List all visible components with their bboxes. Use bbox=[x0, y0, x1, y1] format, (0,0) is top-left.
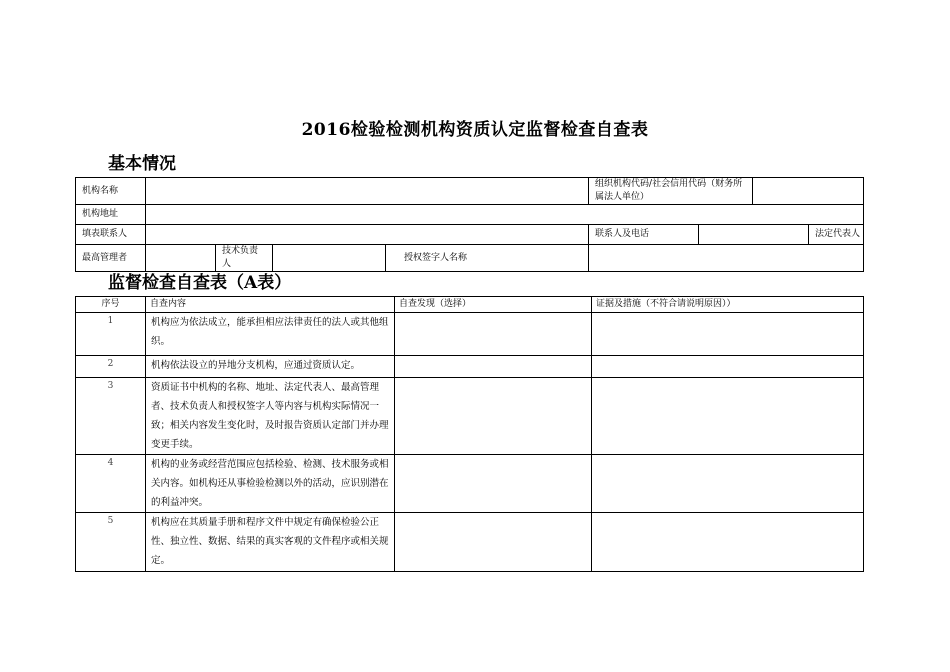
row-number: 5 bbox=[76, 513, 146, 572]
label-contact-phone: 联系人及电话 bbox=[589, 225, 699, 245]
col-header-findings: 自查发现（选择） bbox=[395, 297, 592, 313]
col-header-no: 序号 bbox=[76, 297, 146, 313]
label-legal-rep: 法定代表人 bbox=[809, 225, 864, 244]
row-number: 4 bbox=[76, 455, 146, 513]
org-code-value[interactable] bbox=[753, 178, 864, 205]
self-check-table-a bbox=[75, 296, 864, 572]
label-signatory: 授权签字人名称 bbox=[386, 245, 589, 272]
label-org-address: 机构地址 bbox=[76, 205, 146, 225]
section-heading-a-table: 监督检查自查表（A表） bbox=[108, 273, 292, 293]
row-evidence-cell[interactable] bbox=[592, 455, 864, 513]
row-content: 机构的业务或经营范围应包括检验、检测、技术服务或相关内容。如机构还从事检验检测以外的活动，应识别潜在的利益冲突。 bbox=[146, 455, 395, 513]
filler-value[interactable] bbox=[146, 225, 589, 245]
row-evidence-cell[interactable] bbox=[592, 378, 864, 455]
row-number: 2 bbox=[76, 356, 146, 378]
row-findings-cell[interactable] bbox=[395, 513, 592, 572]
table-row bbox=[76, 513, 864, 572]
row-number: 3 bbox=[76, 378, 146, 455]
table-header-row bbox=[76, 297, 864, 313]
row-content: 资质证书中机构的名称、地址、法定代表人、最高管理者、技术负责人和授权签字人等内容与机构实际情况一致；相关内容发生变化时，及时报告资质认定部门并办理变更手续。 bbox=[146, 378, 395, 455]
table-row bbox=[76, 455, 864, 513]
row-evidence-cell[interactable] bbox=[592, 313, 864, 356]
row-findings-cell[interactable] bbox=[395, 455, 592, 513]
signatory-value[interactable] bbox=[589, 245, 864, 272]
row-findings-cell[interactable] bbox=[395, 313, 592, 356]
row-number: 1 bbox=[76, 313, 146, 356]
label-org-code: 组织机构代码/社会信用代码（财务所属法人单位） bbox=[589, 178, 753, 205]
label-tech-lead: 技术负责人 bbox=[216, 245, 273, 272]
org-name-value[interactable] bbox=[146, 178, 589, 205]
row-content: 机构依法设立的异地分支机构，应通过资质认定。 bbox=[146, 356, 395, 378]
page-title: 2016检验检测机构资质认定监督检查自查表 bbox=[301, 120, 649, 140]
row-evidence-cell[interactable] bbox=[592, 356, 864, 378]
table-row bbox=[76, 313, 864, 356]
col-header-evidence: 证据及措施（不符合请说明原因）） bbox=[592, 297, 864, 313]
basic-info-table bbox=[75, 177, 864, 272]
col-header-content: 自查内容 bbox=[146, 297, 395, 313]
section-heading-basic: 基本情况 bbox=[108, 154, 176, 174]
org-address-value[interactable] bbox=[146, 205, 864, 225]
label-top-manager: 最高管理者 bbox=[76, 245, 146, 272]
row-evidence-cell[interactable] bbox=[592, 513, 864, 572]
label-filler: 填表联系人 bbox=[76, 225, 146, 245]
row-findings-cell[interactable] bbox=[395, 356, 592, 378]
table-row bbox=[76, 378, 864, 455]
row-content: 机构应在其质量手册和程序文件中规定有确保检验公正性、独立性、数据、结果的真实客观的文件程序或相关规定。 bbox=[146, 513, 395, 572]
table-row bbox=[76, 356, 864, 378]
row-findings-cell[interactable] bbox=[395, 378, 592, 455]
row-content: 机构应为依法成立，能承担相应法律责任的法人或其他组织。 bbox=[146, 313, 395, 356]
contact-phone-value[interactable] bbox=[699, 225, 809, 244]
label-org-name: 机构名称 bbox=[76, 178, 146, 205]
